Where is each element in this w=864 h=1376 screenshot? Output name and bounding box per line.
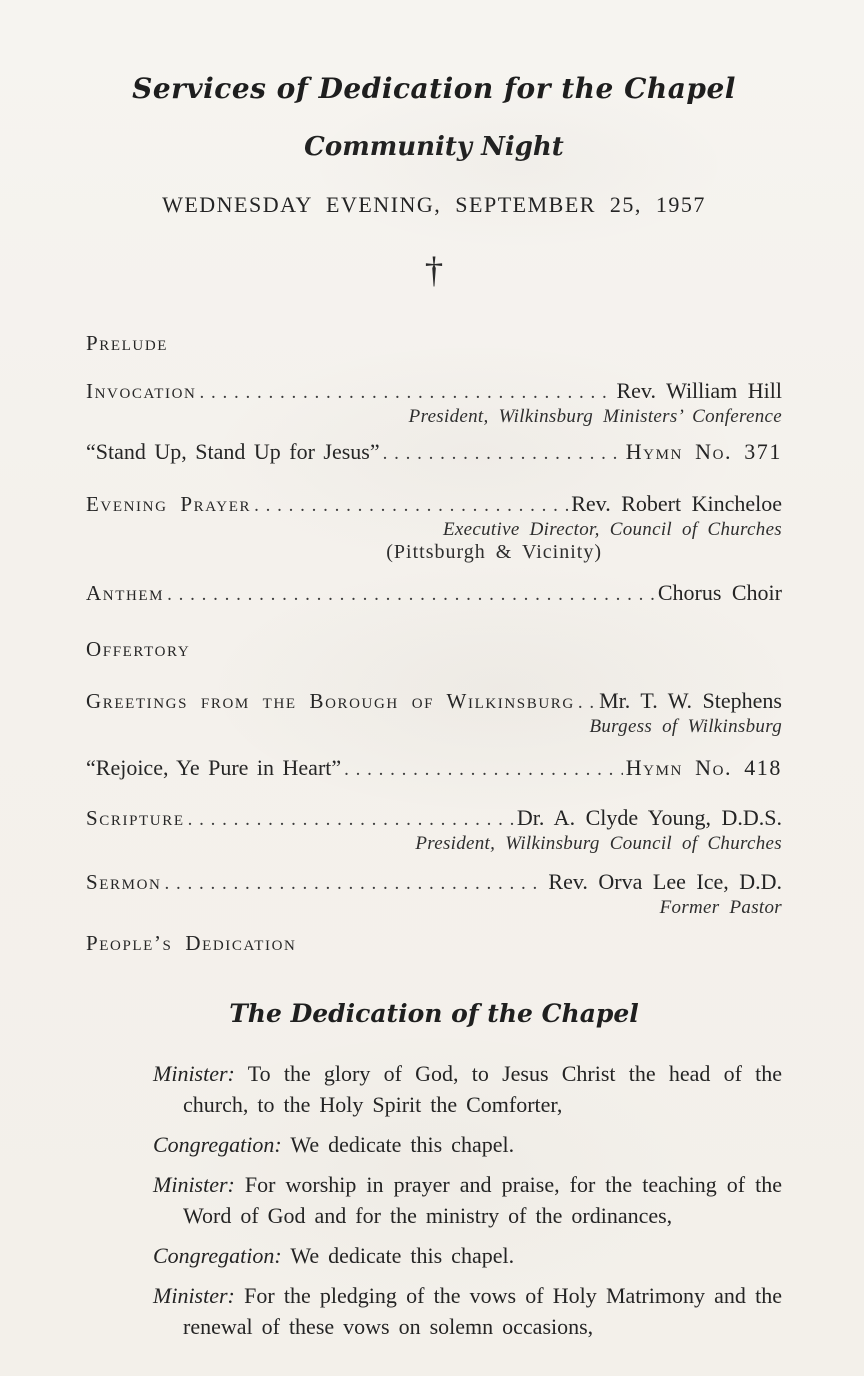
program-item-person: Rev. William Hill [616,378,782,403]
leader-dots [344,755,623,783]
dialogue-text: For the pledging of the vows of Holy Matrimony and the renewal of these vows on solemn occasions, [183,1283,782,1339]
program-item-subcaption: Burgess of Wilkinsburg [589,716,782,737]
program-item-anthem [86,580,782,608]
program-item-label: “Stand Up, Stand Up for Jesus” [86,439,380,464]
program-item-person: Dr. A. Clyde Young, D.D.S. [516,805,782,830]
program-item-label: Invocation [86,379,197,403]
page-subtitle: Community Night [304,132,564,162]
program-item-subcaption-wrap [86,406,782,428]
date-line: WEDNESDAY EVENING, SEPTEMBER 25, 1957 [162,192,706,217]
program-item-offertory [86,636,782,662]
program-item-subcaption: Executive Director, Council of Churches [443,519,782,540]
dialogue-line-minister [153,1058,782,1120]
dialogue-text: For worship in prayer and praise, for the teaching of the Word of God and for the ministry of the ordinances, [183,1172,782,1228]
program-item-person: Rev. Robert Kincheloe [571,491,782,516]
program-item-subcaption-wrap [86,897,782,919]
program-item-label: Evening Prayer [86,492,252,516]
leader-dots [383,439,623,467]
program-item-hymn-418 [86,755,782,783]
dedication-heading: The Dedication of the Chapel [229,999,639,1028]
speaker-label: Congregation: [153,1243,282,1268]
program-item-person: Rev. Orva Lee Ice, D.D. [548,869,782,894]
program-item-label: People’s Dedication [86,931,297,955]
program-item-label: Scripture [86,806,185,830]
program-item-invocation [86,378,782,406]
program-item-subcaption-wrap [86,833,782,855]
program-item-subcaption: Former Pastor [659,897,782,918]
program-item-prelude [86,330,782,356]
dialogue-line-minister [153,1280,782,1342]
program-item-scripture [86,805,782,833]
cross-icon: † [424,250,444,291]
dialogue-text: We dedicate this chapel. [290,1243,515,1268]
order-of-service [86,330,782,956]
dialogue-line-congregation [153,1240,782,1271]
dialogue-text: To the glory of God, to Jesus Christ the head of the church, to the Holy Spirit the Comforter, [183,1061,782,1117]
program-item-subcaption: President, Wilkinsburg Council of Churches [415,833,782,854]
program-item-sermon [86,869,782,897]
program-item-subcaption-wrap [86,716,782,738]
program-item-hymn-number: Hymn No. 418 [625,755,782,780]
dialogue-line-congregation [153,1129,782,1160]
program-item-peoples-dedication [86,930,782,956]
speaker-label: Minister: [153,1061,235,1086]
program-item-greetings [86,688,782,716]
program-item-label: “Rejoice, Ye Pure in Heart” [86,755,342,780]
program-item-label: Offertory [86,637,191,661]
program-item-label: Sermon [86,870,162,894]
program-item-subcaption: President, Wilkinsburg Ministers’ Conference [408,406,782,427]
speaker-label: Minister: [153,1283,235,1308]
program-item-person: Chorus Choir [657,580,782,605]
leader-dots [200,378,614,406]
leader-dots [254,491,568,519]
leader-dots [578,688,596,716]
leader-dots [188,805,514,833]
program-item-label: Anthem [86,581,165,605]
leader-dots [164,869,545,897]
page-content [86,0,782,1342]
speaker-label: Minister: [153,1172,235,1197]
dialogue-line-minister [153,1169,782,1231]
program-item-label: Prelude [86,331,169,355]
program-item-person: Mr. T. W. Stephens [599,688,782,713]
leader-dots [167,580,655,608]
program-item-subcaption-location: (Pittsburgh & Vicinity) [386,541,602,563]
speaker-label: Congregation: [153,1132,282,1157]
program-item-subcaption-wrap [86,519,782,563]
program-item-hymn-number: Hymn No. 371 [625,439,782,464]
program-item-label: Greetings from the Borough of Wilkinsburg [86,689,575,713]
program-item-hymn-371 [86,439,782,467]
dedication-dialogue [153,1058,782,1342]
program-item-evening-prayer [86,491,782,519]
page-title: Services of Dedication for the Chapel [132,72,736,105]
dialogue-text: We dedicate this chapel. [290,1132,515,1157]
